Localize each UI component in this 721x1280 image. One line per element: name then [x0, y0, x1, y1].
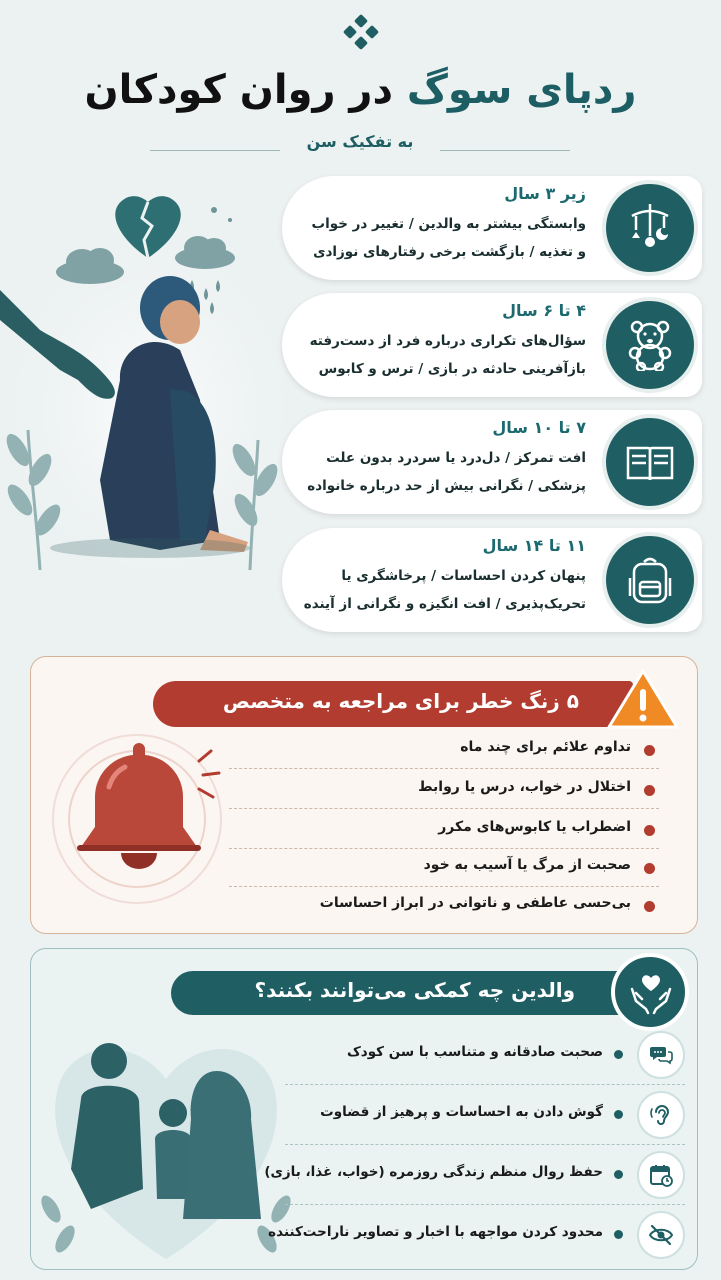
warning-item-text: اضطراب یا کابوس‌های مکرر: [438, 819, 631, 835]
age-description: [290, 562, 586, 618]
age-label: زیر ۳ سال: [504, 184, 586, 203]
title-part-main: در روان کودکان: [84, 67, 393, 113]
age-label: ۱۱ تا ۱۴ سال: [482, 536, 586, 555]
family-embrace-illustration: [31, 1009, 301, 1267]
tip-text: گوش دادن به احساسات و پرهیز از قضاوت: [320, 1104, 603, 1120]
warning-item-text: اختلال در خواب، درس یا روابط: [418, 779, 631, 795]
teddy-bear-icon: [624, 319, 676, 371]
tip-icon-circle: [637, 1211, 685, 1259]
warning-item: [229, 887, 659, 925]
description-line: پنهان کردن احساسات / پرخاشگری یا: [341, 568, 586, 584]
bullet-dot: [644, 825, 655, 836]
bullet-dot: [644, 863, 655, 874]
tip-text: حفظ روال منظم زندگی روزمره (خواب، غذا، بازی): [264, 1164, 603, 1180]
description-line: وابستگی بیشتر به والدین / تغییر در خواب: [311, 216, 586, 232]
warning-signs-panel: [30, 656, 698, 934]
age-description: [290, 444, 586, 500]
age-label: ۷ تا ۱۰ سال: [492, 418, 586, 437]
page-subtitle: به تفکیک سن: [306, 132, 414, 151]
age-icon-circle: [602, 414, 698, 510]
age-description: [290, 210, 586, 266]
warning-item-text: صحبت از مرگ یا آسیب به خود: [423, 857, 631, 873]
parent-tip-item: [285, 1085, 685, 1145]
warning-banner: [153, 681, 633, 727]
age-card-under-3: [282, 176, 702, 280]
title-part-highlight: ردپای سوگ: [406, 67, 637, 113]
bullet-dot: [614, 1230, 623, 1239]
description-line: افت تمرکز / دل‌درد یا سردرد بدون علت: [326, 450, 586, 466]
description-line: سؤال‌های تکراری درباره فرد از دست‌رفته: [309, 333, 586, 349]
description-line: تحریک‌پذیری / افت انگیزه و نگرانی از آینده: [303, 596, 586, 612]
parent-tip-item: [264, 1145, 685, 1205]
chat-bubbles-icon: [649, 1043, 673, 1067]
age-card-4-to-6: [282, 293, 702, 397]
age-icon-circle: [602, 297, 698, 393]
bullet-dot: [644, 785, 655, 796]
description-line: بازآفرینی حادثه در بازی / ترس و کابوس: [318, 361, 586, 377]
age-label: ۴ تا ۶ سال: [502, 301, 586, 320]
bullet-dot: [644, 901, 655, 912]
brand-logo-icon: [343, 14, 379, 50]
page-title: [0, 62, 721, 118]
eye-off-icon: [649, 1223, 673, 1247]
tip-icon-circle: [637, 1091, 685, 1139]
warning-item-text: تداوم علائم برای چند ماه: [460, 739, 631, 755]
bullet-dot: [614, 1050, 623, 1059]
tip-icon-circle: [637, 1151, 685, 1199]
age-icon-circle: [602, 532, 698, 628]
heart-hands-icon: [628, 969, 674, 1015]
parents-help-panel: [30, 948, 698, 1270]
warning-item-text: بی‌حسی عاطفی و ناتوانی در ابراز احساسات: [319, 895, 631, 911]
divider: [150, 150, 280, 151]
age-icon-circle: [602, 180, 698, 276]
calendar-icon: [649, 1163, 673, 1187]
grieving-child-illustration: [0, 180, 285, 570]
bullet-dot: [644, 745, 655, 756]
parent-tip-item: [285, 1025, 685, 1085]
warning-item: [229, 849, 659, 887]
bullet-dot: [614, 1170, 623, 1179]
book-icon: [624, 436, 676, 488]
parent-tip-item: [268, 1205, 685, 1265]
tip-text: صحبت صادقانه و متناسب با سن کودک: [346, 1044, 603, 1060]
heart-hands-icon-circle: [611, 953, 689, 1031]
tip-text: محدود کردن مواجهه با اخبار و تصاویر ناراحت‌کننده: [268, 1224, 603, 1240]
alarm-bell-icon: [51, 727, 231, 907]
warning-item: [229, 811, 659, 849]
baby-mobile-icon: [624, 202, 676, 254]
age-card-7-to-10: [282, 410, 702, 514]
warning-title: ۵ زنگ خطر برای مراجعه به متخصص: [222, 689, 579, 713]
warning-triangle-icon: [607, 667, 679, 731]
warning-item: [229, 731, 659, 769]
subtitle-row: [0, 132, 721, 160]
age-card-11-to-14: [282, 528, 702, 632]
ear-icon: [649, 1103, 673, 1127]
parents-title: والدین چه کمکی می‌توانند بکنند؟: [254, 978, 575, 1002]
tip-icon-circle: [637, 1031, 685, 1079]
description-line: و تغذیه / بازگشت برخی رفتارهای نوزادی: [313, 244, 586, 260]
description-line: پزشکی / نگرانی بیش از حد درباره خانواده: [307, 478, 586, 494]
age-description: [290, 327, 586, 383]
divider: [440, 150, 570, 151]
bullet-dot: [614, 1110, 623, 1119]
warning-item: [229, 771, 659, 809]
backpack-icon: [624, 554, 676, 606]
